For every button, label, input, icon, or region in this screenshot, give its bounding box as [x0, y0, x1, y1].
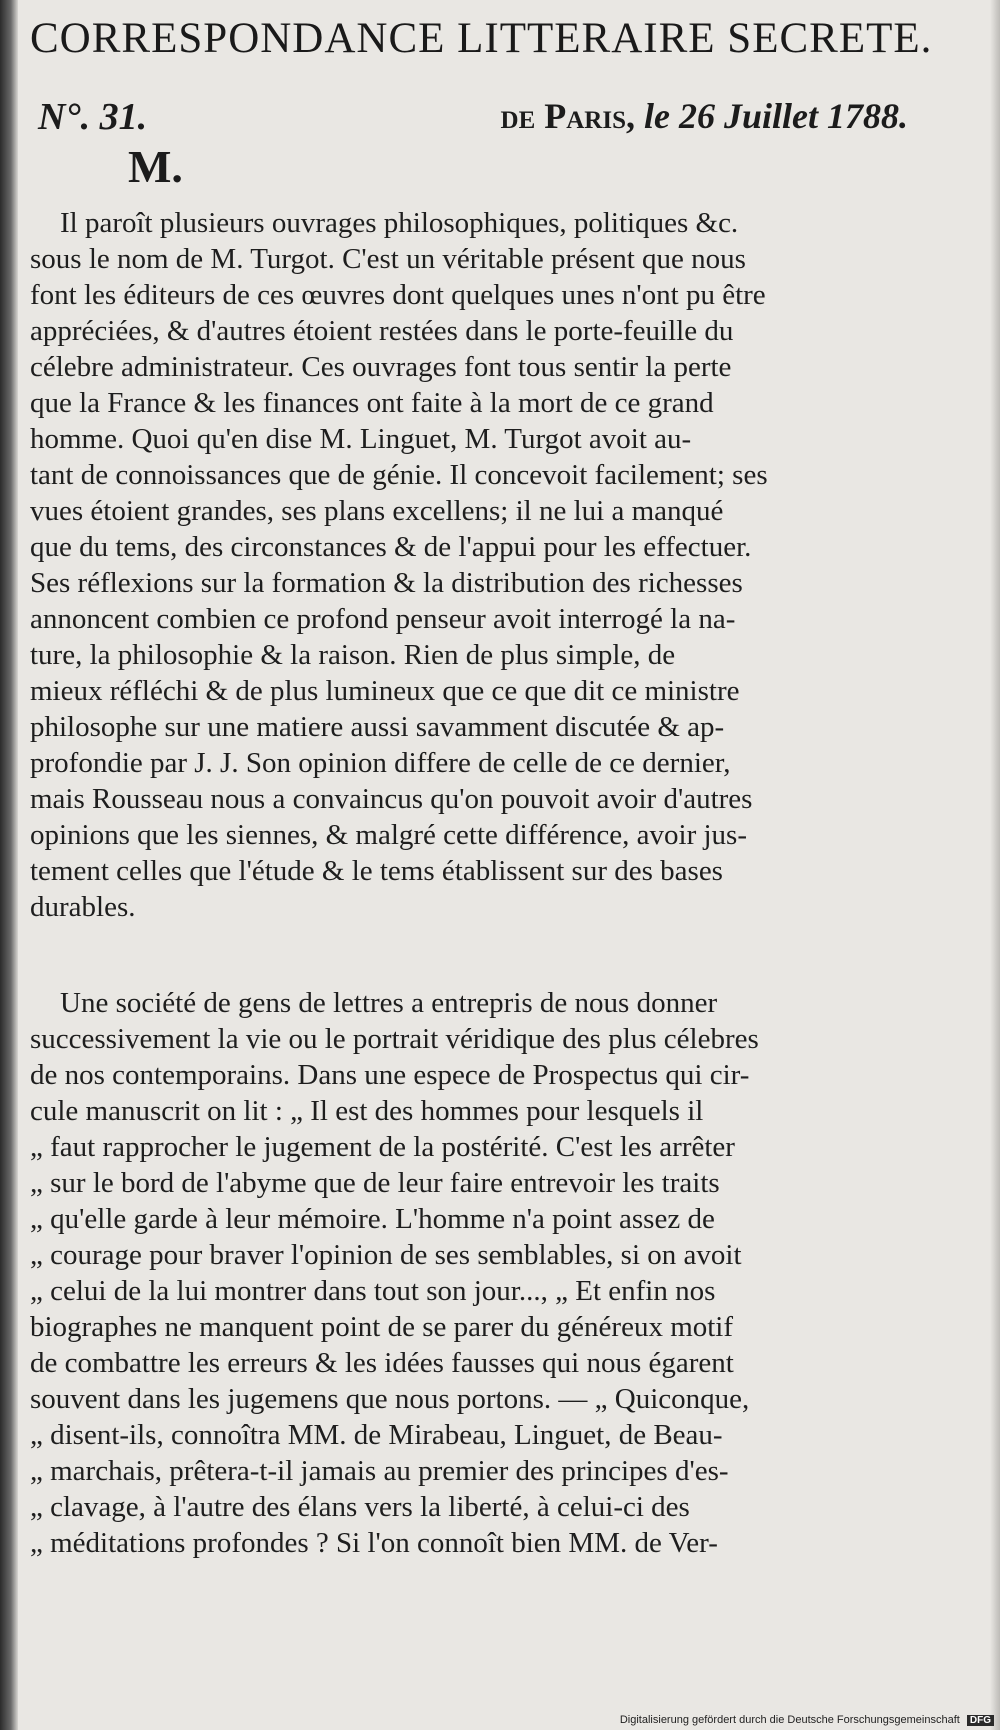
text-line: mieux réfléchi & de plus lumineux que ce que dit ce ministre — [30, 675, 740, 707]
text-line: „ méditations profondes ? Si l'on connoît bien MM. de Ver- — [30, 1527, 718, 1559]
article-turgot — [30, 205, 910, 925]
salutation: M. — [128, 141, 183, 192]
text-line: que du tems, des circonstances & de l'appui pour les effectuer. — [30, 531, 752, 563]
text-line: durables. — [30, 891, 136, 923]
dfg-logo: DFG — [967, 1715, 994, 1726]
text-line: tement celles que l'étude & le tems établissent sur des bases — [30, 855, 723, 887]
dateline-place: de Paris, — [500, 96, 635, 136]
credit-text: Digitalisierung gefördert durch die Deutsche Forschungsgemeinschaft — [619, 1714, 960, 1726]
text-line: successivement la vie ou le portrait véridique des plus célebres — [30, 1023, 759, 1055]
text-line: mais Rousseau nous a convaincus qu'on pouvoit avoir d'autres — [30, 783, 753, 815]
text-line: „ celui de la lui montrer dans tout son jour..., „ Et enfin nos — [30, 1275, 716, 1307]
text-line: „ clavage, à l'autre des élans vers la liberté, à celui-ci des — [30, 1491, 690, 1523]
text-line: font les éditeurs de ces œuvres dont quelques unes n'ont pu être — [30, 279, 766, 311]
text-line: annoncent combien ce profond penseur avoit interrogé la na- — [30, 603, 736, 635]
text-line: que la France & les finances ont faite à la mort de ce grand — [30, 387, 714, 419]
text-line: appréciées, & d'autres étoient restées dans le porte-feuille du — [30, 315, 734, 347]
text-line: cule manuscrit on lit : „ Il est des hommes pour lesquels il — [30, 1095, 704, 1127]
text-line: célebre administrateur. Ces ouvrages font tous sentir la perte — [30, 351, 732, 383]
issue-header — [38, 95, 908, 145]
page-binding-edge — [0, 0, 18, 1730]
issue-number: N°. 31. — [38, 96, 148, 138]
text-line: biographes ne manquent point de se parer du généreux motif — [30, 1311, 734, 1343]
text-line: sous le nom de M. Turgot. C'est un véritable présent que nous — [30, 243, 746, 275]
text-line: Une société de gens de lettres a entrepris de nous donner — [60, 987, 718, 1019]
text-line: profondie par J. J. Son opinion differe de celle de ce dernier, — [30, 747, 731, 779]
text-line: vues étoient grandes, ses plans excellens; il ne lui a manqué — [30, 495, 724, 527]
masthead-title: CORRESPONDANCE LITTERAIRE SECRETE. — [30, 15, 933, 62]
digitization-credit — [620, 1714, 994, 1726]
dateline — [501, 95, 908, 137]
text-line: „ faut rapprocher le jugement de la postérité. C'est les arrêter — [30, 1131, 735, 1163]
text-line: „ disent-ils, connoîtra MM. de Mirabeau, Linguet, de Beau- — [30, 1419, 723, 1451]
text-line: „ marchais, prêtera-t-il jamais au premier des principes d'es- — [30, 1455, 729, 1487]
text-line: de combattre les erreurs & les idées fausses qui nous égarent — [30, 1347, 734, 1379]
dateline-date: le 26 Juillet 1788. — [644, 96, 908, 136]
page-right-edge — [990, 0, 1000, 1730]
text-line: philosophe sur une matiere aussi savamment discutée & ap- — [30, 711, 725, 743]
text-line: homme. Quoi qu'en dise M. Linguet, M. Turgot avoit au- — [30, 423, 692, 455]
article-biographies — [30, 985, 910, 1561]
text-line: „ sur le bord de l'abyme que de leur faire entrevoir les traits — [30, 1167, 720, 1199]
text-line: Ses réflexions sur la formation & la distribution des richesses — [30, 567, 743, 599]
text-line: de nos contemporains. Dans une espece de Prospectus qui cir- — [30, 1059, 750, 1091]
text-line: „ courage pour braver l'opinion de ses semblables, si on avoit — [30, 1239, 742, 1271]
text-line: ture, la philosophie & la raison. Rien de plus simple, de — [30, 639, 676, 671]
text-line: Il paroît plusieurs ouvrages philosophiques, politiques &c. — [60, 207, 739, 239]
text-line: tant de connoissances que de génie. Il concevoit facilement; ses — [30, 459, 768, 491]
text-line: souvent dans les jugemens que nous portons. — „ Quiconque, — [30, 1383, 750, 1415]
text-line: „ qu'elle garde à leur mémoire. L'homme n'a point assez de — [30, 1203, 715, 1235]
text-line: opinions que les siennes, & malgré cette différence, avoir jus- — [30, 819, 747, 851]
